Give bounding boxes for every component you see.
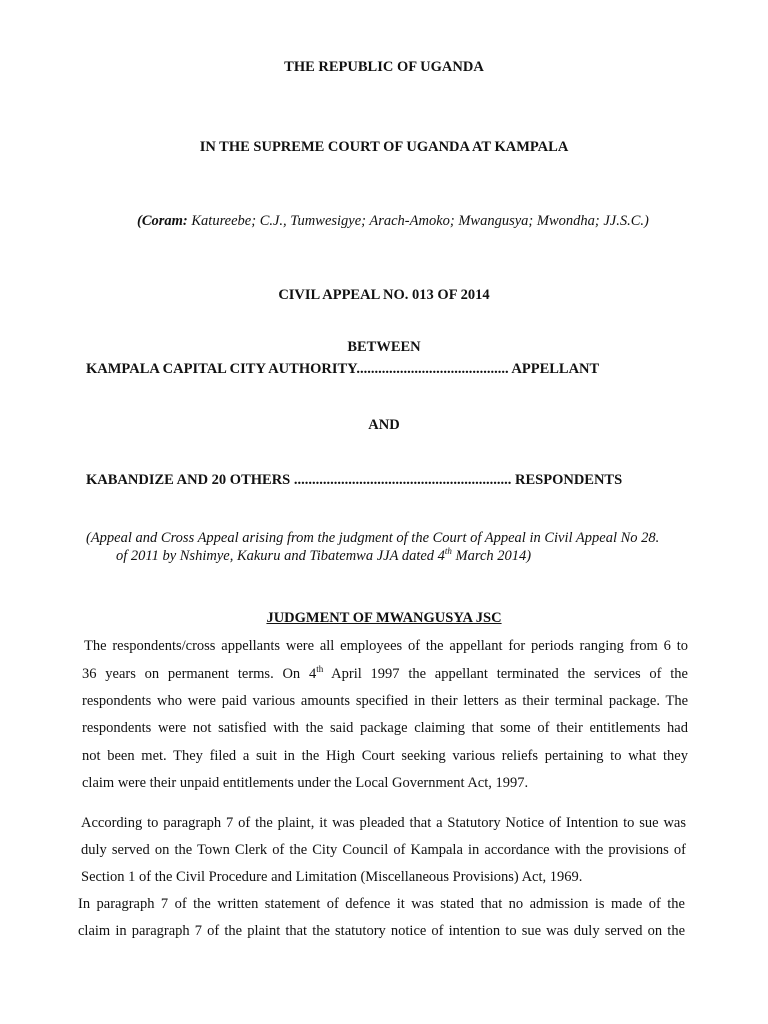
appellant-dots: .......................................... — [356, 361, 509, 377]
coram-label: (Coram: — [137, 213, 188, 229]
respondent-role: RESPONDENTS — [515, 472, 623, 488]
paragraph-1-line-4: respondents were not satisfied with the said package claiming that some of their entitlements had — [82, 720, 688, 736]
paragraph-3-line-2: claim in paragraph 7 of the plaint that the statutory notice of intention to sue was duly served on the — [78, 923, 685, 939]
republic-heading: THE REPUBLIC OF UGANDA — [284, 59, 484, 75]
appellant-row — [86, 361, 599, 378]
paragraph-1-line-2 — [82, 666, 688, 683]
appeal-note-line-2-text: of 2011 by Nshimye, Kakuru and Tibatemwa JJA dated 4 — [116, 548, 445, 564]
between-label: BETWEEN — [347, 339, 421, 355]
appellant-role: APPELLANT — [511, 361, 600, 377]
paragraph-2-line-2: duly served on the Town Clerk of the City Council of Kampala in accordance with the provisions of — [81, 842, 686, 858]
appeal-note-superscript: th — [444, 546, 452, 557]
p1-l2-sup: th — [316, 664, 324, 675]
appeal-note-line-1: (Appeal and Cross Appeal arising from the judgment of the Court of Appeal in Civil Appeal No 28. — [86, 530, 660, 546]
appeal-number: CIVIL APPEAL NO. 013 OF 2014 — [278, 287, 490, 303]
coram-text: Katureebe; C.J., Tumwesigye; Arach-Amoko; Mwangusya; Mwondha; JJ.S.C.) — [187, 213, 649, 229]
p1-l2-b: April 1997 the appellant terminated the services of the — [323, 666, 688, 682]
paragraph-2-line-1: According to paragraph 7 of the plaint, it was pleaded that a Statutory Notice of Intention to sue was — [81, 815, 686, 831]
respondent-name: KABANDIZE AND 20 OTHERS — [86, 472, 291, 488]
paragraph-1-line-5: not been met. They filed a suit in the High Court seeking various reliefs pertaining to what they — [82, 748, 688, 764]
coram-line — [137, 212, 649, 230]
paragraph-3-line-1: In paragraph 7 of the written statement of defence it was stated that no admission is made of the — [78, 896, 685, 912]
paragraph-1-line-6: claim were their unpaid entitlements under the Local Government Act, 1997. — [82, 775, 529, 791]
respondent-dots: ............................................................ — [293, 472, 512, 488]
paragraph-1-line-1: The respondents/cross appellants were all employees of the appellant for periods ranging from 6 to — [84, 638, 688, 654]
respondent-row — [86, 472, 622, 489]
court-heading: IN THE SUPREME COURT OF UGANDA AT KAMPALA — [199, 139, 569, 155]
appellant-name: KAMPALA CAPITAL CITY AUTHORITY — [86, 361, 357, 377]
and-label: AND — [368, 417, 400, 433]
paragraph-2-line-3: Section 1 of the Civil Procedure and Limitation (Miscellaneous Provisions) Act, 1969. — [81, 869, 583, 885]
appeal-note-line-2 — [116, 547, 531, 565]
paragraph-1-line-3: respondents who were paid various amounts specified in their letters as their terminal package. The — [82, 693, 688, 709]
appeal-note-line-2-end: March 2014) — [451, 548, 532, 564]
p1-l2-a: 36 years on permanent terms. On 4 — [82, 666, 317, 682]
judgment-title: JUDGMENT OF MWANGUSYA JSC — [266, 610, 502, 626]
